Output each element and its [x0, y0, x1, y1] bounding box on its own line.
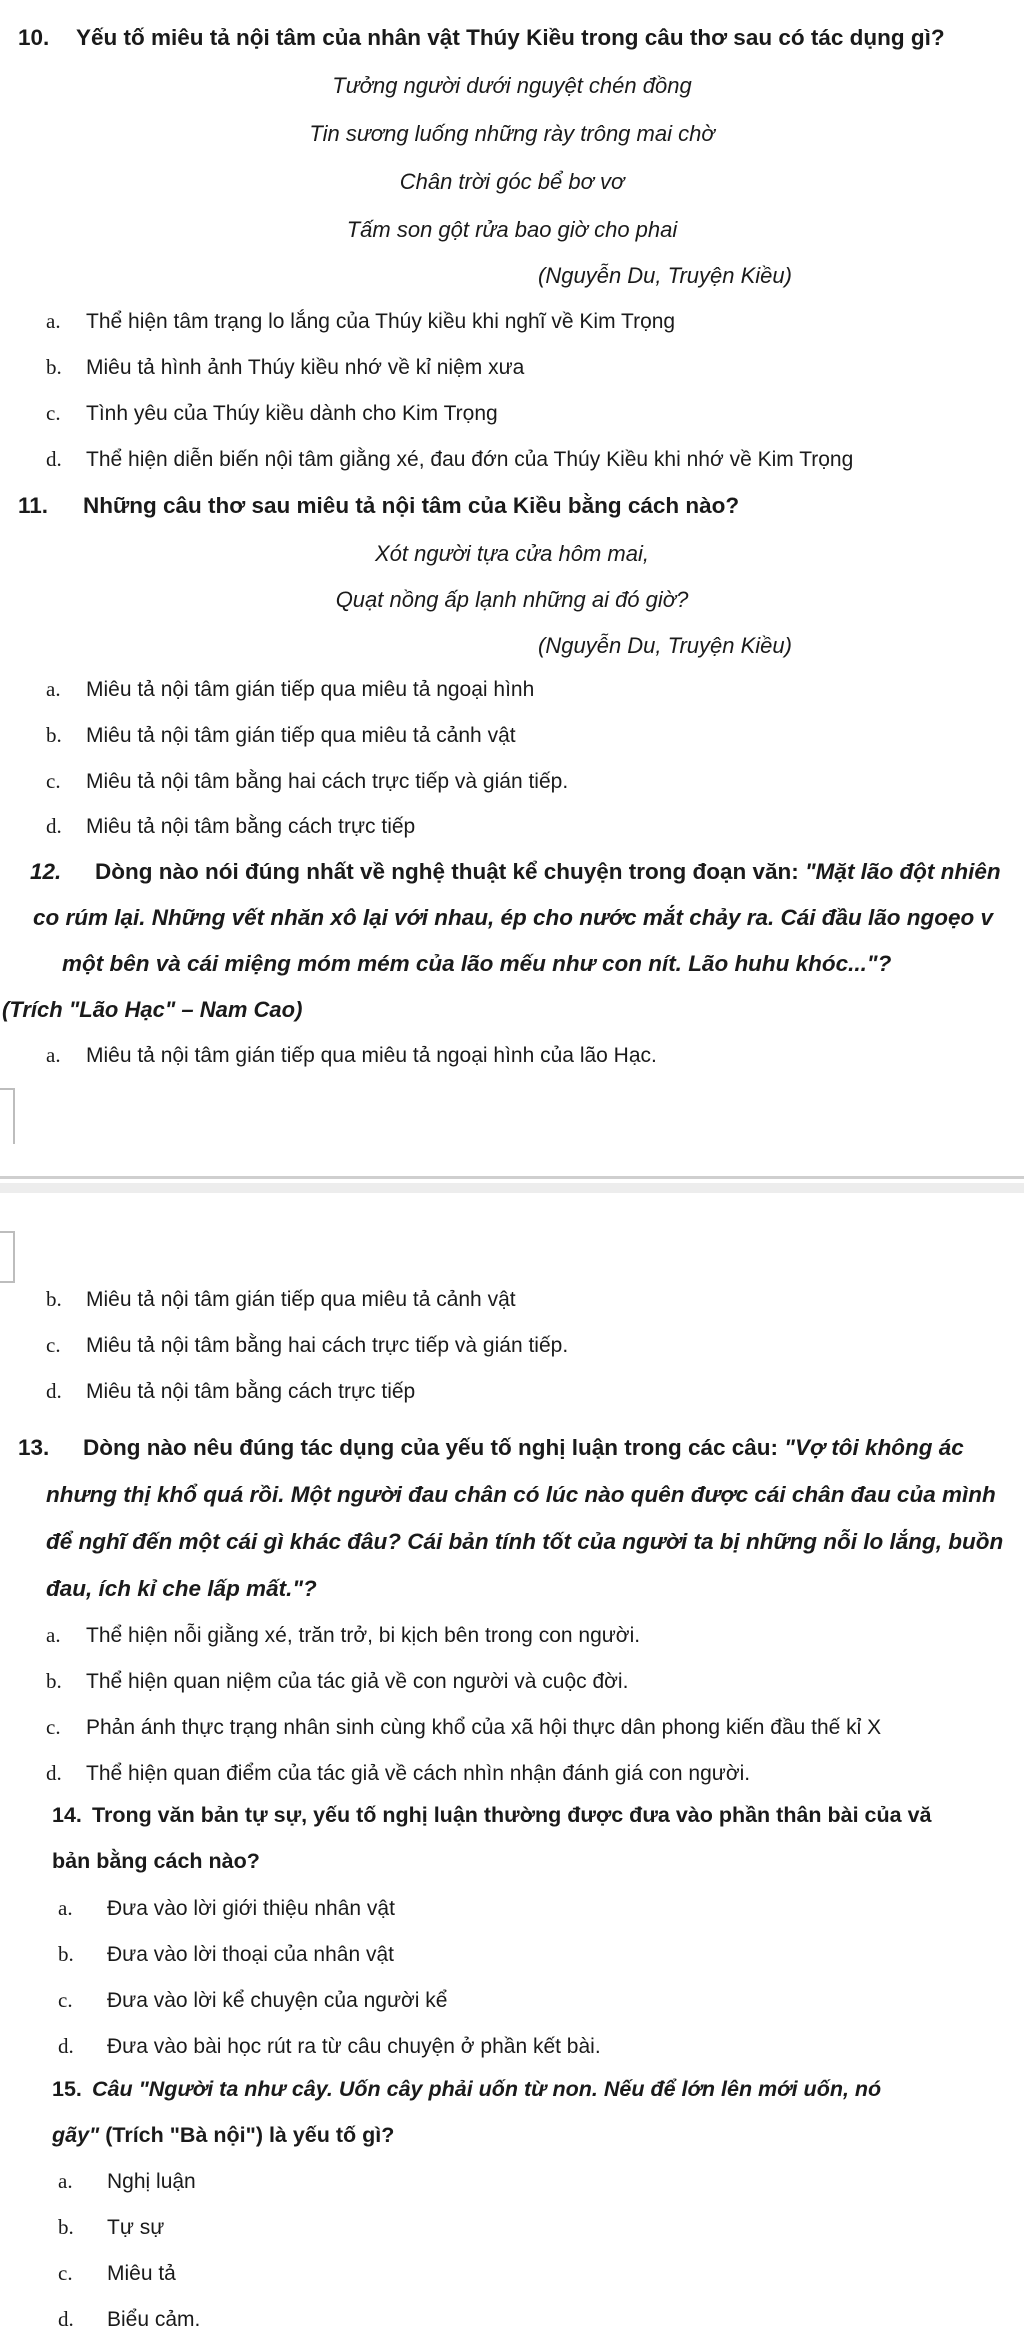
poem-line: Chân trời góc bể bơ vơ	[399, 169, 625, 194]
question-quote: "Mặt lão đột nhiên	[805, 859, 1001, 884]
option-text: Miêu tả nội tâm bằng hai cách trực tiếp và gián tiếp.	[86, 770, 569, 793]
option-letter: a.	[46, 309, 61, 333]
option-text: Đưa vào bài học rút ra từ câu chuyện ở phần kết bài.	[107, 2035, 601, 2058]
option-a	[58, 1895, 395, 1922]
option-a	[58, 2168, 196, 2195]
page-divider-shadow	[0, 1183, 1024, 1193]
option-b	[46, 354, 524, 381]
poem-source: (Nguyễn Du, Truyện Kiều)	[538, 633, 792, 658]
option-letter: d.	[46, 447, 62, 471]
question-quote-line: để nghĩ đến một cái gì khác đâu? Cái bản tính tốt của người ta bị những nỗi lo lắng, buồn	[46, 1529, 1004, 1554]
option-letter: d.	[46, 814, 62, 838]
crop-bracket	[0, 1231, 15, 1283]
option-letter: b.	[58, 1942, 74, 1966]
option-text: Tự sự	[107, 2216, 165, 2239]
question-text: Yếu tố miêu tả nội tâm của nhân vật Thúy Kiều trong câu thơ sau có tác dụng gì?	[76, 25, 945, 50]
option-text: Thể hiện diễn biến nội tâm giằng xé, đau đớn của Thúy Kiều khi nhớ về Kim Trọng	[86, 448, 854, 471]
option-text: Nghị luận	[107, 2170, 196, 2193]
option-letter: d.	[46, 1379, 62, 1403]
question-10	[18, 24, 945, 52]
question-14	[52, 1802, 932, 1829]
option-d	[46, 1760, 750, 1787]
question-quote-line: đau, ích kỉ che lấp mất."?	[46, 1576, 317, 1601]
option-text: Miêu tả nội tâm bằng hai cách trực tiếp và gián tiếp.	[86, 1334, 569, 1357]
poem-line: Tưởng người dưới nguyệt chén đồng	[332, 73, 692, 98]
option-text: Miêu tả nội tâm bằng cách trực tiếp	[86, 815, 416, 838]
poem-line: Tin sương luống những rày trông mai chờ	[309, 121, 715, 146]
option-b	[58, 2214, 164, 2241]
option-letter: c.	[46, 1333, 61, 1357]
option-letter: c.	[58, 1988, 73, 2012]
option-text: Miêu tả nội tâm gián tiếp qua miêu tả ngoại hình	[86, 678, 535, 701]
option-text: Miêu tả nội tâm gián tiếp qua miêu tả cảnh vật	[86, 724, 516, 747]
question-11	[18, 492, 739, 520]
poem-line: Tấm son gột rửa bao giờ cho phai	[346, 217, 678, 242]
option-letter: a.	[46, 677, 61, 701]
option-letter: b.	[46, 723, 62, 747]
question-number: 15.	[52, 2077, 82, 2101]
question-text: Trong văn bản tự sự, yếu tố nghị luận thường được đưa vào phần thân bài của vă	[92, 1803, 932, 1827]
option-b	[46, 722, 516, 749]
question-12	[30, 858, 1001, 886]
option-text: Phản ánh thực trạng nhân sinh cùng khổ của xã hội thực dân phong kiến đầu thế kỉ X	[86, 1716, 882, 1739]
option-d	[46, 813, 415, 840]
option-text: Miêu tả nội tâm gián tiếp qua miêu tả ngoại hình của lão Hạc.	[86, 1044, 657, 1067]
option-text: Thể hiện nỗi giằng xé, trăn trở, bi kịch bên trong con người.	[86, 1624, 641, 1647]
question-number: 14.	[52, 1803, 82, 1827]
option-letter: b.	[46, 1287, 62, 1311]
option-letter: a.	[58, 1896, 73, 1920]
option-letter: d.	[58, 2034, 74, 2058]
option-c	[58, 1987, 448, 2014]
poem-source: (Nguyễn Du, Truyện Kiều)	[538, 263, 792, 288]
option-a	[46, 1042, 657, 1069]
question-quote-line: một bên và cái miệng móm mém của lão mếu như con nít. Lão huhu khóc..."?	[62, 951, 892, 976]
option-text: Tình yêu của Thúy kiều dành cho Kim Trọng	[86, 402, 498, 425]
option-text: Thể hiện quan điểm của tác giả về cách nhìn nhận đánh giá con người.	[86, 1762, 751, 1785]
option-text: Miêu tả nội tâm bằng cách trực tiếp	[86, 1380, 416, 1403]
option-letter: a.	[46, 1623, 61, 1647]
question-13	[18, 1434, 964, 1462]
option-text: Thể hiện quan niệm của tác giả về con người và cuộc đời.	[86, 1670, 629, 1693]
question-number: 10.	[18, 25, 50, 50]
option-text: Đưa vào lời kể chuyện của người kể	[107, 1989, 448, 2012]
option-c	[46, 1332, 568, 1359]
question-text: Dòng nào nêu đúng tác dụng của yếu tố nghị luận trong các câu:	[83, 1435, 785, 1460]
option-letter: c.	[46, 1715, 61, 1739]
crop-bracket	[0, 1088, 15, 1144]
question-text-line: bản bằng cách nào?	[52, 1849, 260, 1873]
option-b	[58, 1941, 394, 1968]
question-number: 11.	[18, 493, 49, 518]
option-a	[46, 676, 534, 703]
option-letter: d.	[58, 2307, 74, 2331]
option-text: Miêu tả	[107, 2262, 176, 2285]
option-text: Biểu cảm.	[107, 2308, 201, 2331]
option-letter: c.	[46, 769, 61, 793]
option-letter: a.	[46, 1043, 61, 1067]
poem-line: Xót người tựa cửa hôm mai,	[374, 541, 649, 566]
option-d	[46, 446, 853, 473]
option-text: Đưa vào lời thoại của nhân vật	[107, 1943, 394, 1966]
option-b	[46, 1668, 628, 1695]
question-tail: (Trích "Bà nội") là yếu tố gì?	[99, 2123, 395, 2147]
option-letter: b.	[46, 1669, 62, 1693]
option-b	[46, 1286, 516, 1313]
quote-source: (Trích "Lão Hạc" – Nam Cao)	[2, 997, 303, 1022]
question-number: 13.	[18, 1435, 50, 1460]
option-a	[46, 1622, 640, 1649]
page-divider	[0, 1176, 1024, 1179]
option-text: Thể hiện tâm trạng lo lắng của Thúy kiều khi nghĩ về Kim Trọng	[86, 310, 676, 333]
option-letter: a.	[58, 2169, 73, 2193]
option-text: Miêu tả hình ảnh Thúy kiều nhớ về kỉ niệm xưa	[86, 356, 525, 379]
question-quote-end: gãy"	[52, 2123, 100, 2147]
option-text: Đưa vào lời giới thiệu nhân vật	[107, 1897, 395, 1920]
option-letter: b.	[46, 355, 62, 379]
question-text: Những câu thơ sau miêu tả nội tâm của Kiều bằng cách nào?	[83, 493, 740, 518]
option-c	[58, 2260, 176, 2287]
option-c	[46, 1714, 881, 1741]
option-letter: c.	[58, 2261, 73, 2285]
question-15	[52, 2076, 881, 2103]
option-letter: d.	[46, 1761, 62, 1785]
option-d	[46, 1378, 415, 1405]
question-text-line	[52, 2122, 394, 2149]
question-quote-line: co rúm lại. Những vết nhăn xô lại với nhau, ép cho nước mắt chảy ra. Cái đầu lão ngoẹo v	[33, 905, 994, 930]
question-quote: "Vợ tôi không ác	[784, 1435, 964, 1460]
question-number: 12.	[30, 859, 62, 884]
option-letter: c.	[46, 401, 61, 425]
poem-line: Quạt nồng ấp lạnh những ai đó giờ?	[335, 587, 689, 612]
option-letter: b.	[58, 2215, 74, 2239]
option-c	[46, 400, 498, 427]
question-text: Dòng nào nói đúng nhất về nghệ thuật kể chuyện trong đoạn văn:	[95, 859, 806, 884]
option-text: Miêu tả nội tâm gián tiếp qua miêu tả cảnh vật	[86, 1288, 516, 1311]
option-c	[46, 768, 568, 795]
question-text: Câu "Người ta như cây. Uốn cây phải uốn từ non. Nếu để lớn lên mới uốn, nó	[92, 2077, 882, 2101]
option-a	[46, 308, 675, 335]
option-d	[58, 2306, 200, 2333]
option-d	[58, 2033, 601, 2060]
question-quote-line: nhưng thị khổ quá rồi. Một người đau chân có lúc nào quên được cái chân đau của mình	[46, 1482, 996, 1507]
